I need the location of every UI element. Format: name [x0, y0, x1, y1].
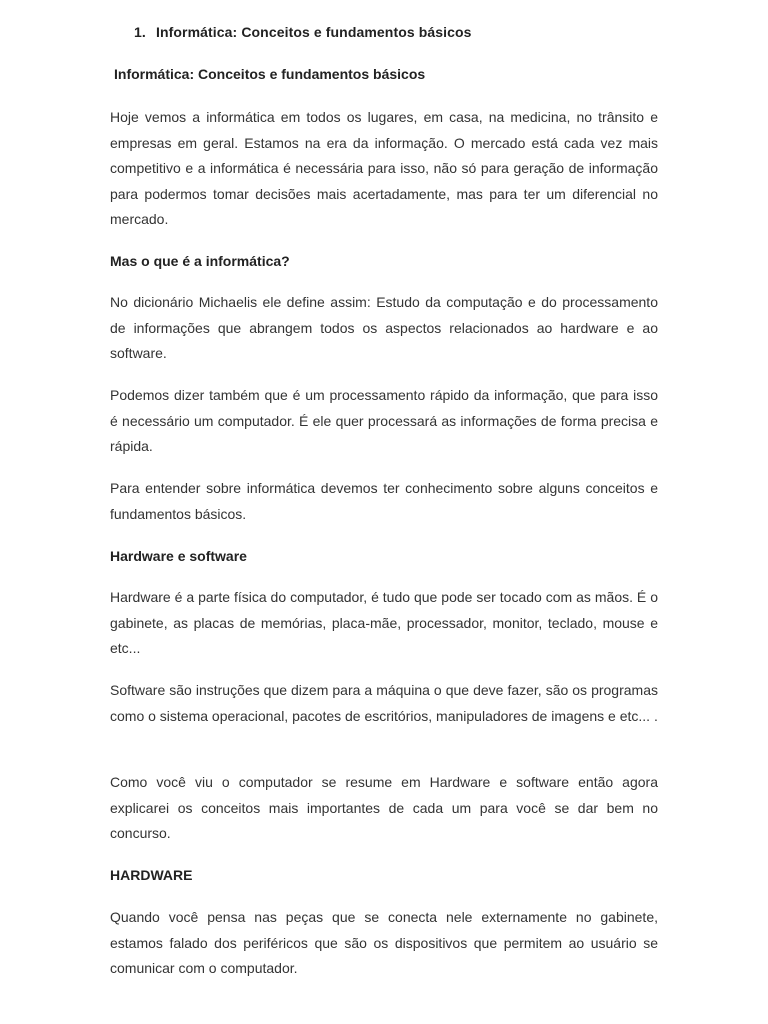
- heading-hardware-software: Hardware e software: [110, 548, 247, 564]
- heading-number: 1.: [134, 24, 146, 40]
- section-subtitle: Informática: Conceitos e fundamentos básicos: [114, 66, 426, 82]
- paragraph-hardware-definition: Hardware é a parte física do computador, é tudo que pode ser tocado com as mãos. É o gabinete, as placas de memórias, placa-mãe, processador, monitor, teclado, mouse e etc...: [110, 589, 658, 656]
- heading-what-is-informatics: Mas o que é a informática?: [110, 253, 290, 269]
- paragraph-peripherals: Quando você pensa nas peças que se conecta nele externamente no gabinete, estamos falado dos periféricos que são os dispositivos que permitem ao usuário se comunicar com o computador.: [110, 909, 658, 976]
- paragraph-michaelis-definition: No dicionário Michaelis ele define assim: Estudo da computação e do processamento de informações que abrangem todos os aspectos relacionados ao hardware e ao software.: [110, 294, 658, 361]
- numbered-heading: [134, 24, 472, 40]
- heading-hardware: HARDWARE: [110, 867, 193, 883]
- paragraph-software-definition: Software são instruções que dizem para a máquina o que deve fazer, são os programas como o sistema operacional, pacotes de escritórios, manipuladores de imagens e etc... .: [110, 682, 658, 724]
- paragraph-fast-processing: Podemos dizer também que é um processamento rápido da informação, que para isso é necessário um computador. É ele quer processará as informações de forma precisa e rápida.: [110, 387, 658, 454]
- paragraph-summary: Como você viu o computador se resume em Hardware e software então agora explicarei os conceitos mais importantes de cada um para você se dar bem no concurso.: [110, 774, 658, 841]
- paragraph-intro: Hoje vemos a informática em todos os lugares, em casa, na medicina, no trânsito e empresas em geral. Estamos na era da informação. O mercado está cada vez mais competitivo e a informática é necessária para isso, não só para geração de informação para podermos tomar decisões mais acertadamente, mas para ter um diferencial no mercado.: [110, 109, 658, 227]
- paragraph-basic-concepts: Para entender sobre informática devemos ter conhecimento sobre alguns conceitos e fundamentos básicos.: [110, 480, 658, 522]
- heading-title: Informática: Conceitos e fundamentos básicos: [156, 24, 472, 40]
